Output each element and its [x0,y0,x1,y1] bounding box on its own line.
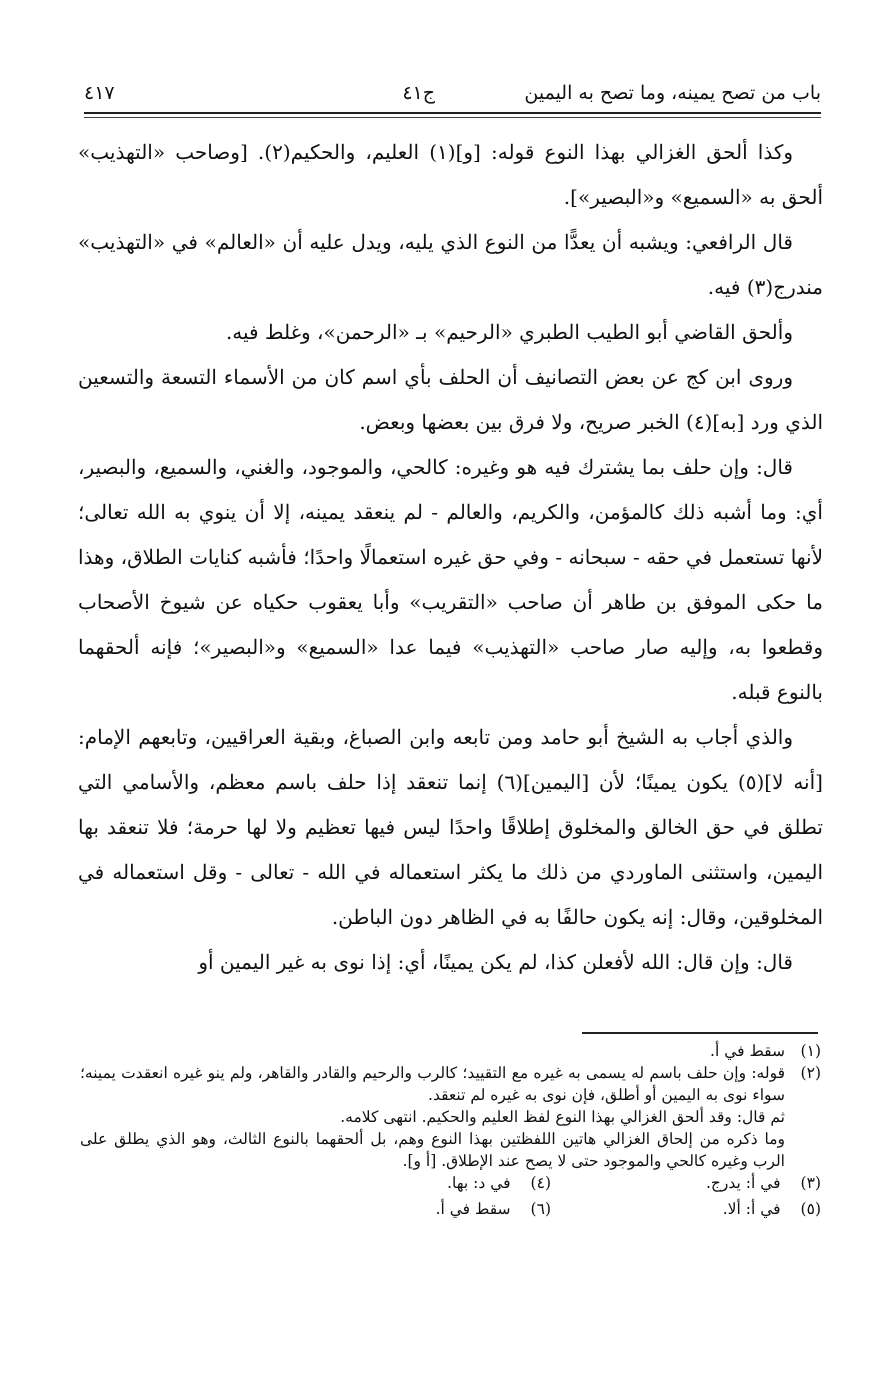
volume-number: ج٤١ [402,82,435,104]
footnote-text: في أ: ألا. [722,1200,781,1218]
paragraph: وكذا ألحق الغزالي بهذا النوع قوله: [و](١) العليم، والحكيم(٢). [وصاحب «التهذيب» ألحق به «السميع» و«البصير»]. [78,140,823,209]
paragraph: وروى ابن كج عن بعض التصانيف أن الحلف بأي اسم كان من الأسماء التسعة والتسعين الذي ورد [به](٤) الخبر صريح، ولا فرق بين بعضها وبعض. [78,365,823,434]
header-rule-thin [84,117,821,118]
footnote-number: (٦) [530,1200,551,1218]
paragraph: والذي أجاب به الشيخ أبو حامد ومن تابعه وابن الصباغ، وبقية العراقيين، وتابعهم الإمام: [أنه لا](٥) يكون يمينًا؛ لأن [اليمين](٦) إنما تنعقد إذا حلف باسم معظم، والأسامي التي تطلق في حق الخالق والمخلوق إطلاقًا واحدًا ليس فيها تعظيم ولا لها حرمة؛ فلا تنعقد بها اليمين، واستثنى الماوردي من ذلك ما يكثر استعماله في الله - تعالى - وقل استعماله في المخلوقين، وقال: إنه يكون حالفًا به في الظاهر دون الباطن. [78,725,823,929]
footnote-4 [447,1172,551,1194]
footnote-text: في د: بها. [447,1174,511,1192]
paragraph: قال: وإن حلف بما يشترك فيه هو وغيره: كالحي، والموجود، والغني، والسميع، والبصير، أي: وما أشبه ذلك كالمؤمن، والكريم، والعالم - لم ينعقد يمينه، إلا أن ينوي به الله تعالى؛ لأنها تستعمل في حقه - سبحانه - وفي حق غيره استعمالًا واحدًا؛ فأشبه كنايات الطلاق، وهذا ما حكى الموفق بن طاهر أن صاحب «التقريب» وأبا يعقوب حكياه عن شيوخ الأصحاب وقطعوا به، وإليه صار صاحب «التهذيب» فيما عدا «السميع» و«البصير»؛ فإنه ألحقهما بالنوع قبله. [78,455,823,704]
paragraph: قال: وإن قال: الله لأفعلن كذا، لم يكن يمينًا، أي: إذا نوى به غير اليمين أو [198,950,793,974]
footnote-text: في أ: يدرج. [705,1174,781,1192]
paragraph: قال الرافعي: ويشبه أن يعدًّا من النوع الذي يليه، ويدل عليه أن «العالم» في «التهذيب» مندرج(٣) فيه. [78,230,823,299]
footnote-text: وما ذكره من إلحاق الغزالي هاتين اللفظتين بهذا النوع وهم، بل ألحقهما بالنوع الثالث، وهو الذي يطلق على الرب وغيره كالحي والموجود حتى لا يصح عند الإطلاق. [أ و]. [80,1130,785,1170]
page-number: ٤١٧ [84,82,115,104]
footnote-3 [706,1172,821,1194]
footnote-separator [582,1032,818,1034]
footnote-number: (٢) [800,1064,821,1082]
footnote-text: قوله: وإن حلف باسم له يسمى به غيره مع التقييد؛ كالرب والرحيم والقادر والقاهر، ولم ينو غيره انعقدت يمينه؛ سواء نوى به اليمين أو أطلق، فإن نوى به غيره لم تنعقد. [80,1064,785,1104]
footnote-1 [80,1040,823,1062]
footnote-row [80,1198,823,1224]
footnote-2 [80,1062,823,1172]
footnote-5 [723,1198,821,1220]
header-rule-thick [84,112,821,114]
footnote-text: ثم قال: وقد ألحق الغزالي بهذا النوع لفظ العليم والحكيم. انتهى كلامه. [340,1108,785,1126]
footnote-number: (٣) [800,1174,821,1192]
footnote-number: (١) [800,1042,821,1060]
footnotes [80,1040,823,1224]
footnote-6 [436,1198,551,1220]
footnote-number: (٥) [800,1200,821,1218]
running-head [84,78,821,108]
paragraph: وألحق القاضي أبو الطيب الطبري «الرحيم» بـ «الرحمن»، وغلط فيه. [225,320,793,344]
main-text [78,130,823,985]
chapter-title: باب من تصح يمينه، وما تصح به اليمين [524,82,821,104]
footnote-number: (٤) [530,1174,551,1192]
footnote-text: سقط في أ. [435,1200,511,1218]
footnote-row [80,1172,823,1198]
footnote-text: سقط في أ. [710,1042,785,1060]
